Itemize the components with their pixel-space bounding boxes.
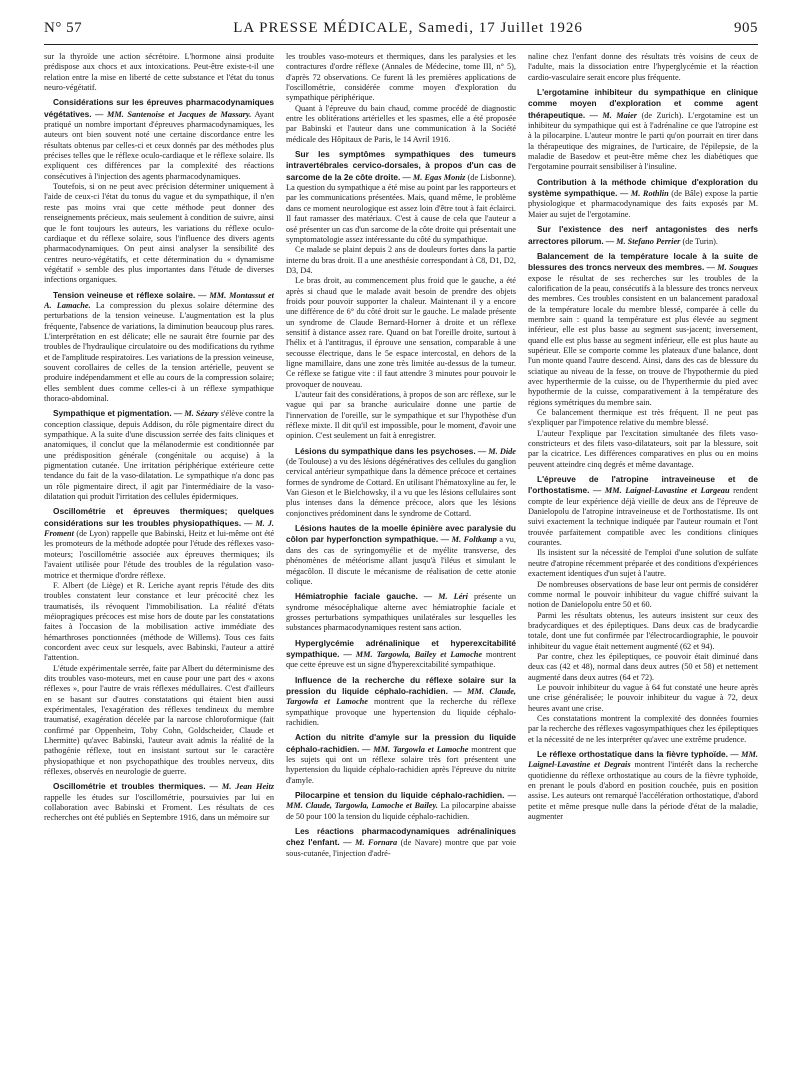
column-3 <box>528 52 758 1076</box>
paragraph: naline chez l'enfant donne des résultats très voisins de ceux de l'adulte, mais la dissociation entre l'hyperglycémie et la réaction cardio-vasculaire serait encore plus fréquente. <box>528 52 758 82</box>
section-lead-text: (de Zurich). L'ergotamine est un inhibiteur du sympathique qui est à l'adrénaline ce que l'atropine est à la pilocarpine. L'auteur montre le parti qu'on pourrait en tirer dans la thérapeutique des migraines, de l'urticaire, de l'épilepsie, de la maladie de Basedow et peut-être même chez les diabétiques que l'ergotamine pourrait sensibiliser à l'insuline. <box>528 110 758 172</box>
paragraph: Quant à l'épreuve du bain chaud, comme procédé de diagnostic entre les oblitérations artérielles et les spasmes, elle a été proposée par Babinski et l'auteur dans une communication à la Société médicale des Hôpitaux de Paris, le 14 Avril 1916. <box>286 103 516 144</box>
section-heading: Le réflexe orthostatique dans la fièvre typhoïde. <box>537 749 728 759</box>
section-authors: — MM. Laignel-Lavastine et Largeau <box>593 486 730 496</box>
section-lead-text: La pilocarpine abaisse de 50 pour 100 la tension du liquide céphalo-rachidien. <box>286 801 516 821</box>
section-lead-text: rendent compte de leur expérience déjà vieille de deux ans de l'épreuve de Danielopolu de l'atropine intraveineuse et de l'orthostatisme. Ils ont suivi exactement la technique indiquée par l'auteur roumain et l'ont trouvée parfaitement compatible avec les conditions cliniques courantes. <box>528 486 758 548</box>
section-lead-text: s'élève contre la conception classique, depuis Addison, du rôle pigmentaire direct du sympathique. A la suite d'une discussion serrée des faits cliniques et anatomiques, il conclut que la mélanodermie est conditionnée par une prédisposition générale (congénitale ou acquise) à la pigmentation cutanée. Une irritation périphérique extérieure cette tendance du fait de la vaso-dilatation. Le sympathique n'a donc pas un rôle pigmentaire direct, il agit par l'intermédiaire de la vaso-dilatation qui produit l'irritation des cellules épidermiques. <box>44 409 274 502</box>
article-section <box>286 790 516 822</box>
section-heading: Oscillométrie et épreuves thermiques; quelques considérations sur les troubles physiopathiques. <box>44 506 274 528</box>
paragraph: Le pouvoir inhibiteur du vague à 64 fut constaté une heure après une crise généralisée; le pouvoir inhibiteur du vague à 72, deux heures avant une crise. <box>528 682 758 713</box>
section-authors: — M. Sézary <box>173 409 219 419</box>
section-authors: — M. Dide <box>477 446 516 456</box>
paragraph: F. Albert (de Liège) et R. Leriche ayant repris l'étude des dits troubles constatent leur constance et leur précocité chez les traumatisés, ils révoquent l'immobilisation. La réalité d'états méiopragiques précoces est mise hors de doute par les constatations faites à l'occasion de la mobilisation active immédiate des hémarthroses ponctionnées (méthode de Willems). Tous ces faits concordent avec ceux sur lesquels, avec Babinski, l'auteur a attiré l'attention. <box>44 580 274 663</box>
article-section <box>44 408 274 502</box>
section-lead-text: (de Toulouse) a vu des lésions dégénératives des cellules du ganglion cervical antérieur sympathique dans la démence précoce et certaines formes de syndrome de Cottard. En utilisant l'hématoxyline au fer, le Van Gieson et le Bielchowsky, il a vu que les lésions cellulaires sont plus intenses dans la démence précoce, alors que les lésions conjonctives prédominent dans le syndrome de Cottard. <box>286 457 516 518</box>
article-section <box>528 224 758 247</box>
article-section <box>286 638 516 671</box>
section-lead <box>286 732 516 786</box>
section-authors: — MM. Montassut et A. Lamache. <box>44 290 274 310</box>
article-section <box>44 290 274 405</box>
section-heading: Oscillométrie et troubles thermiques. <box>53 781 206 792</box>
section-lead-text: montrent l'intérêt dans la recherche quotidienne du réflexe orthostatique au cours de la fièvre typhoïde, en prenant le pouls d'abord en position couchée, puis en position assise. Les auteurs ont remarqué l'accélération orthostatique, d'abord petite et même presque nulle dans la période d'état de la maladie, augmenter <box>528 760 758 822</box>
section-heading: Pilocarpine et tension du liquide céphalo-rachidien. <box>295 790 505 801</box>
paragraph: De nombreuses observations de base leur ont permis de considérer comme normal le pouvoir inhibiteur du vague chiffré suivant la notion de Danielopolu entre 50 et 60. <box>528 579 758 610</box>
section-authors: — M. Egas Moniz <box>402 172 466 182</box>
column-1 <box>44 52 274 1076</box>
paragraph: Toutefois, si on ne peut avec précision déterminer uniquement à l'aide de ceux-ci l'état du tonus du vague et du sympathique, il n'en reste pas moins vrai que cette méthode peut donner des renseignements précieux, mais seulement à condition de suivre, ainsi que le font toujours les auteurs, les variations du réflexe oculo-cardiaque et du réflexe solaire, sous l'influence des divers agents pharmacodynamiques. On peut ainsi analyser la sensibilité des centres neuro-végétatifs, et cette détermination du « dynamisme végétatif » semble des plus importantes dans l'étude de diverses infections organiques. <box>44 182 274 285</box>
article-section <box>286 446 516 519</box>
article-section <box>528 87 758 173</box>
article-section <box>286 826 516 859</box>
section-lead <box>286 826 516 859</box>
section-heading: Tension veineuse et réflexe solaire. <box>53 289 196 300</box>
article-section <box>286 523 516 587</box>
section-heading: L'épreuve de l'atropine intraveineuse et de l'orthostatisme. <box>528 474 758 496</box>
section-lead <box>44 97 274 182</box>
article-section <box>528 177 758 220</box>
article-section <box>528 474 758 745</box>
section-lead-text: rappelle les études sur l'oscillométrie, poursuivies par lui en collaboration avec Babinski et Froment. Les résultats de ces recherches ont été publiés en Septembre 1916, dans un mémoire sur <box>44 792 274 823</box>
section-authors: — MM. Targowla et Lamoche <box>362 744 469 754</box>
section-heading: Action du nitrite d'amyle sur la pression du liquide céphalo-rachidien. <box>286 732 516 754</box>
article-section <box>44 97 274 285</box>
section-heading: Les réactions pharmacodynamiques adrénaliniques chez l'enfant. <box>286 826 516 848</box>
section-lead <box>528 87 758 173</box>
paragraph: Parmi les résultats obtenus, les auteurs insistent sur ceux des bradycardiques et des épileptiques. Dans deux cas de bradycardie totale, dont une fut confirmée par l'électrocardiographie, le pouvoir inhibiteur du vague était nettement augmenté (62 et 94). <box>528 610 758 651</box>
section-lead-text: montrent que les sujets qui ont un réflexe solaire très fort présentent une hypertension du liquide céphalo-rachidien après l'épreuve du nitrite d'amyle. <box>286 744 516 785</box>
section-authors: — MM. Targowla, Bailey et Lamoche <box>343 649 483 659</box>
section-lead <box>286 790 516 822</box>
section-lead-text: a vu, dans des cas de syringomyélie et de myélite transverse, des phénomènes de météorisme allant jusqu'à l'iléus et simulant le mégacôlon. Il discute le mécanisme de réalisation de cette atonie colique. <box>286 535 516 586</box>
section-lead-text: (de Bâle) expose la partie physiologique et pharmacodynamique des faits exposés par M. Maier au sujet de l'ergotamine. <box>528 189 758 219</box>
section-authors: — MM. Claude, Targowla, Lamoche et Bailey. <box>286 791 516 811</box>
section-heading: L'ergotamine inhibiteur du sympathique en clinique comme moyen d'exploration et comme agent thérapeutique. <box>528 87 758 120</box>
section-heading: Lésions du sympathique dans les psychoses. <box>295 445 476 456</box>
section-heading: Sympathique et pigmentation. <box>53 408 172 419</box>
section-lead <box>44 506 274 580</box>
paragraph: Ce balancement thermique est très fréquent. Il ne peut pas s'expliquer par l'impotence relative du membre blessé. <box>528 408 758 428</box>
section-lead <box>528 251 758 408</box>
article-section <box>286 591 516 633</box>
section-lead <box>286 523 516 587</box>
section-authors: — M. Maier <box>589 110 637 120</box>
article-section <box>44 506 274 777</box>
paragraph: Ces constatations montrent la complexité des données fournies par la recherche des réflexes vagosympathiques chez les épileptiques et la nécessité de ne les interpréter qu'avec une extrême prudence. <box>528 713 758 744</box>
section-lead <box>528 224 758 247</box>
text-columns <box>44 52 758 1076</box>
paragraph: Ils insistent sur la nécessité de l'emploi d'une solution de sulfate neutre d'atropine récemment préparée et des conditions d'expériences exactement identiques d'un sujet à l'autre. <box>528 548 758 579</box>
running-header <box>44 20 758 42</box>
article-section <box>286 675 516 729</box>
section-lead <box>286 675 516 729</box>
article-section <box>528 749 758 822</box>
section-lead-text: expose le résultat de ses recherches sur les troubles de la calorification de la peau, consécutifs à la blessure des troncs nerveux des membres. Ces troubles consistent en un balancement paradoxal de la température locale du membre blessé, comparée à celle du membre sain : quand la température est plus élevée au segment inférieur, elle est plus basse au segment sus-jacent; inversement, quand elle est plus basse au segment inférieur, elle est plus haute au supérieur. Elle se comporte comme les plateaux d'une balance, dont l'un monte quand l'autre descend. Ainsi, dans des cas de blessure du sciatique au niveau de la fesse, on trouve de l'hypothermie du pied avec hyperthermie de la cuisse, ou de l'hyperthermie du pied avec hypothermie de la cuisse, comparativement à la température des régions symétriques du membre sain. <box>528 273 758 407</box>
section-heading: Influence de la recherche du réflexe solaire sur la pression du liquide céphalo-rachidien. <box>286 674 516 696</box>
section-authors: — M. Souques <box>706 263 758 273</box>
section-lead <box>286 446 516 519</box>
article-section <box>286 149 516 442</box>
paragraph: Par contre, chez les épileptiques, ce pouvoir était diminué dans deux cas (42 et 48), normal dans deux autres (50 et 58) et nettement augmenté dans deux autres (64 et 72). <box>528 651 758 682</box>
section-lead <box>286 591 516 633</box>
section-authors: — M. Léri <box>423 592 468 602</box>
section-heading: Sur les symptômes sympathiques des tumeurs intravertébrales cervico-dorsales, à propos d'un cas de sarcome de la 2e côte droite. <box>286 149 516 182</box>
section-authors: — M. Jean Heitz <box>209 782 274 792</box>
column-2 <box>286 52 516 1076</box>
section-lead-text: (de Navare) montre que par voie sous-cutanée, l'injection d'adré- <box>286 838 516 858</box>
paragraph: les troubles vaso-moteurs et thermiques, dans les paralysies et les contractures d'ordre réflexe (Annales de Médecine, tome III, n° 5), d'après 72 observations. Ce furent là les premières applications de l'oscillométrie, considérée comme moyen d'exploration du sympathique périphérique. <box>286 52 516 103</box>
section-lead-text: La compression du plexus solaire détermine des perturbations de la tension veineuse. L'augmentation est la plus fréquente, l'absence de variations, la diminution beaucoup plus rares. L'interprétation en est délicate; elle ne saurait être fournie par des troubles de l'hydraulique circulatoire ou des modifications du rythme et de l'amplitude respiratoires. Les variations de la pression veineuse, souvent corollaires de celles de la tension artérielle, peuvent se produire indépendamment et elle au cours de la compression solaire; elles semblent dues comme celles-ci à un réflexe sympathique thoraco-abdominal. <box>44 300 274 403</box>
section-lead <box>286 149 516 245</box>
section-heading: Hyperglycémie adrénalinique et hyperexcitabilité sympathique. <box>286 637 516 659</box>
paragraph: Le bras droit, au commencement plus froid que le gauche, a été après si chaud que le malade avait besoin de prendre des objets froids pour pouvoir supporter la chaleur. Maintenant il y a encore une différence de 6° du côté droit sur le gauche. Le malade présente un syndrome de Claude Bernard-Horner à droite et un réflexe sensitif à distance assez rare. Quand on bat l'oreille droite, surtout à l'hélix et à l'antitragus, il éprouve une sensation, comparable à une secousse électrique, dans le 5e espace intercostal, en dehors de la ligne mamillaire, dans une zone très limitée au-dessus de la tumeur. Ce réflexe se fatigue vite : il faut attendre 3 minutes pour pouvoir le provoquer de nouveau. <box>286 276 516 389</box>
section-authors: — MM. Laignel-Lavastine et Degrais <box>528 750 758 770</box>
paragraph: L'auteur fait des considérations, à propos de son arc réflexe, sur le vague qui par sa branche auriculaire donne une partie de l'innervation de l'oreille, sur le sympathique et sur l'hypothèse d'un réflexe mixte. Il dit qu'il est impossible, pour le moment, d'avoir une opinion. C'est seulement un fait à enregistrer. <box>286 390 516 441</box>
section-authors: — M. Foltkamp <box>440 535 497 545</box>
section-lead-text: (de Lisbonne). La question du sympathique a été mise au point par les rapporteurs et par les communications présentées. Mais, quand même, le problème dans ce moment neurologique est assez loin d'être tout à fait éclairci. Il faut ramasser des matériaux. C'est à cause de cela que l'auteur a osé présenter un cas d'un sarcome de la côte droite qui présentait une symptomatologie assez intéressante du côté du sympathique. <box>286 172 516 244</box>
article-section <box>44 781 274 823</box>
section-authors: — M. Stefano Perrier <box>605 236 681 246</box>
paragraph: L'auteur l'explique par l'excitation simultanée des filets vaso-constricteurs et des filets vaso-dilatateurs, soit par la blessure, soit par la cicatrice. Les différences comparatives en plus ou en moins peuvent atteindre cinq degrés et même davantage. <box>528 428 758 469</box>
section-lead <box>528 474 758 548</box>
section-lead-text: (de Turin). <box>682 236 718 246</box>
article-section <box>286 732 516 786</box>
issue-number: N° 57 <box>44 20 83 36</box>
section-heading: Sur l'existence des nerf antagonistes des nerfs arrectores pilorum. <box>528 224 758 246</box>
header-rule <box>44 44 758 45</box>
section-heading: Hémiatrophie faciale gauche. <box>295 591 418 602</box>
section-authors: — MM. Claude, Targowla et Lamoche <box>286 686 516 707</box>
section-authors: — M. Fornara <box>343 838 398 848</box>
section-lead-text: présente un syndrome mésocéphalique alterne avec hémiatrophie faciale et grosses perturbations sympathiques unilatérales sur lesquelles les substances pharmacodynamiques restent sans action. <box>286 592 516 633</box>
section-authors: — M. Rothlin <box>620 189 669 199</box>
article-section <box>528 251 758 470</box>
section-lead <box>44 290 274 405</box>
section-authors: — MM. Santenoise et Jacques de Massary. <box>95 109 252 119</box>
section-lead-text: montrent que la recherche du réflexe sympathique provoque une hypertension du liquide céphalo-rachidien. <box>286 697 516 727</box>
section-lead <box>44 408 274 502</box>
section-lead <box>528 177 758 220</box>
page-number: 905 <box>734 20 758 36</box>
section-lead-text: montrent que cette épreuve est un signe d'hyperexcitabilité sympathique. <box>286 649 516 670</box>
section-lead <box>528 749 758 822</box>
section-authors: — M. J. Froment <box>44 518 274 539</box>
section-lead-text: (de Lyon) rappelle que Babinski, Heitz et lui-même ont été les promoteurs de la méthode adoptée pour l'étude des réflexes vaso-moteurs; l'oscillométrie associée aux épreuves thermiques; ils l'avaient utilisée pour l'étude des troubles de la régulation vaso-motrice et thermique d'ordre réflexe. <box>44 529 274 580</box>
section-heading: Contribution à la méthode chimique d'exploration du système sympathique. <box>528 176 758 199</box>
section-heading: Balancement de la température locale à la suite de blessures des troncs nerveux des membres. <box>528 250 758 273</box>
paragraph: sur la thyroïde une action sécrétoire. L'hormone ainsi produite prédispose aux chocs et aux intoxications. Peut-être existe-t-il une relation entre la mise en liberté de cette substance et l'état du tonus neuro-végétatif. <box>44 52 274 93</box>
section-lead <box>44 781 274 823</box>
section-heading: Considérations sur les épreuves pharmacodynamiques végétatives. <box>44 97 274 119</box>
section-lead-text: Ayant pratiqué un nombre important d'épreuves pharmacodynamiques, les auteurs ont bien souvent noté une certaine discordance entre les résultats obtenus par celles-ci et ceux donnés par des méthodes plus précises telles que le réflexe oculo-cardiaque et le réflexe solaire. Ils expliquent ces différences par la complexité des réactions consécutives à l'injection des agents pharmacodynamiques. <box>44 109 274 181</box>
paragraph: L'étude expérimentale serrée, faite par Albert du déterminisme des dits troubles vaso-moteurs, met en cause pour une part des « axons réflexes », pour l'autre de vrais réflexes médullaires. C'est d'ailleurs en se basant sur d'autres constatations qui étaient bien aussi expérimentales, l'exagération des réflexes tendineux du membre traumatisé, exagération décelée par la narcose chloroformique (fait confirmé par Oppenheim, Toby Cohn, Goldscheider, Claude et Lhermitte) qu'avec Babinski, l'auteur avait admis la réalité de la pathogénie réflexe, tout en insistant surtout sur le caractère physiopathique et non psychopathique des troubles nerveux, dits réflexes, observés en neurologie de guerre. <box>44 663 274 777</box>
paragraph: Ce malade se plaint depuis 2 ans de douleurs fortes dans la partie interne du bras droit. Il a une anesthésie correspondant à C8, D1, D2, D3, D4. <box>286 245 516 275</box>
journal-title: LA PRESSE MÉDICALE, Samedi, 17 Juillet 1926 <box>233 20 583 36</box>
section-lead <box>286 638 516 671</box>
section-heading: Lésions hautes de la moelle épinière avec paralysie du côlon par hyperfonction sympathique. <box>286 523 516 545</box>
